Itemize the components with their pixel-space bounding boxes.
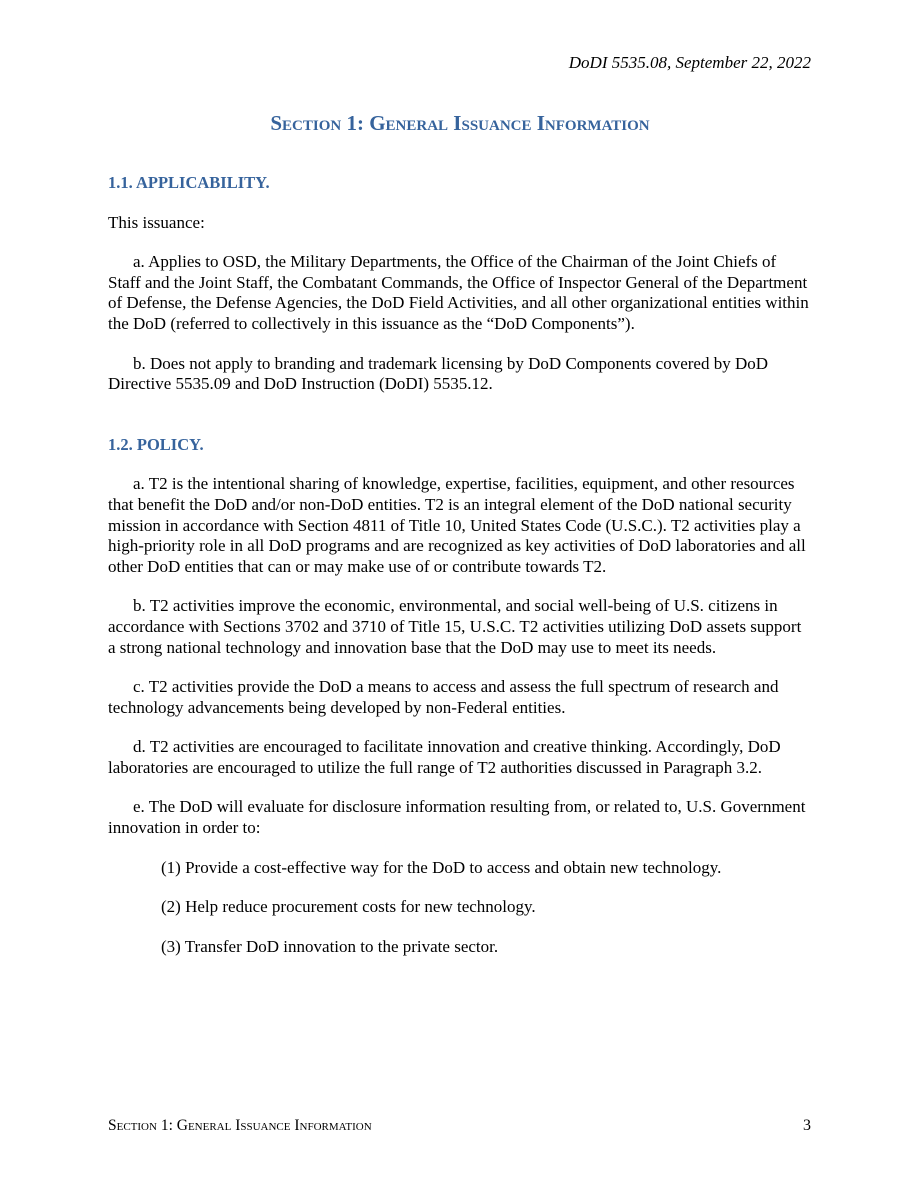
applicability-para-a: a. Applies to OSD, the Military Departments, the Office of the Chairman of the Joint Chiefs of Staff and the Joint Staff, the Combatant Commands, the Office of Inspector General of the Department of Defense, the Defense Agencies, the DoD Field Activities, and all other organizational entities within the DoD (referred to collectively in this issuance as the “DoD Components”). [108, 252, 809, 333]
document-body [108, 173, 811, 957]
policy-sub-item-3: (3) Transfer DoD innovation to the private sector. [161, 936, 499, 956]
section-title: Section 1: General Issuance Information [270, 111, 650, 135]
policy-para-a: a. T2 is the intentional sharing of knowledge, expertise, facilities, equipment, and other resources that benefit the DoD and/or non-DoD entities. T2 is an integral element of the DoD national security mission in accordance with Section 4811 of Title 10, United States Code (U.S.C.). T2 activities play a high-priority role in all DoD programs and are recognized as key activities of DoD laboratories and all other DoD entities that can or may make use of or contribute towards T2. [108, 474, 806, 576]
heading-applicability: 1.1. APPLICABILITY. [108, 173, 270, 192]
applicability-intro: This issuance: [108, 212, 205, 232]
policy-sub-item-1: (1) Provide a cost-effective way for the DoD to access and obtain new technology. [161, 857, 722, 877]
applicability-para-b: b. Does not apply to branding and trademark licensing by DoD Components covered by DoD Directive 5535.09 and DoD Instruction (DoDI) 5535.12. [108, 353, 769, 394]
document-reference: DoDI 5535.08, September 22, 2022 [568, 53, 811, 72]
policy-sub-item-2: (2) Help reduce procurement costs for new technology. [161, 897, 536, 917]
footer-section-label: Section 1: General Issuance Information [108, 1117, 372, 1134]
page-number: 3 [803, 1117, 811, 1134]
heading-policy: 1.2. POLICY. [108, 434, 204, 454]
policy-para-b: b. T2 activities improve the economic, environmental, and social well-being of U.S. citizens in accordance with Sections 3702 and 3710 of Title 15, U.S.C. T2 activities utilizing DoD assets support a strong national technology and innovation base that the DoD may use to meet its needs. [108, 596, 802, 657]
policy-para-e: e. The DoD will evaluate for disclosure information resulting from, or related to, U.S. Government innovation in order to: [108, 797, 806, 838]
policy-para-d: d. T2 activities are encouraged to facilitate innovation and creative thinking. Accordingly, DoD laboratories are encouraged to utilize the full range of T2 authorities discussed in Paragraph 3.2. [108, 737, 781, 777]
policy-para-c: c. T2 activities provide the DoD a means to access and assess the full spectrum of research and technology advancements being developed by non-Federal entities. [108, 677, 779, 717]
